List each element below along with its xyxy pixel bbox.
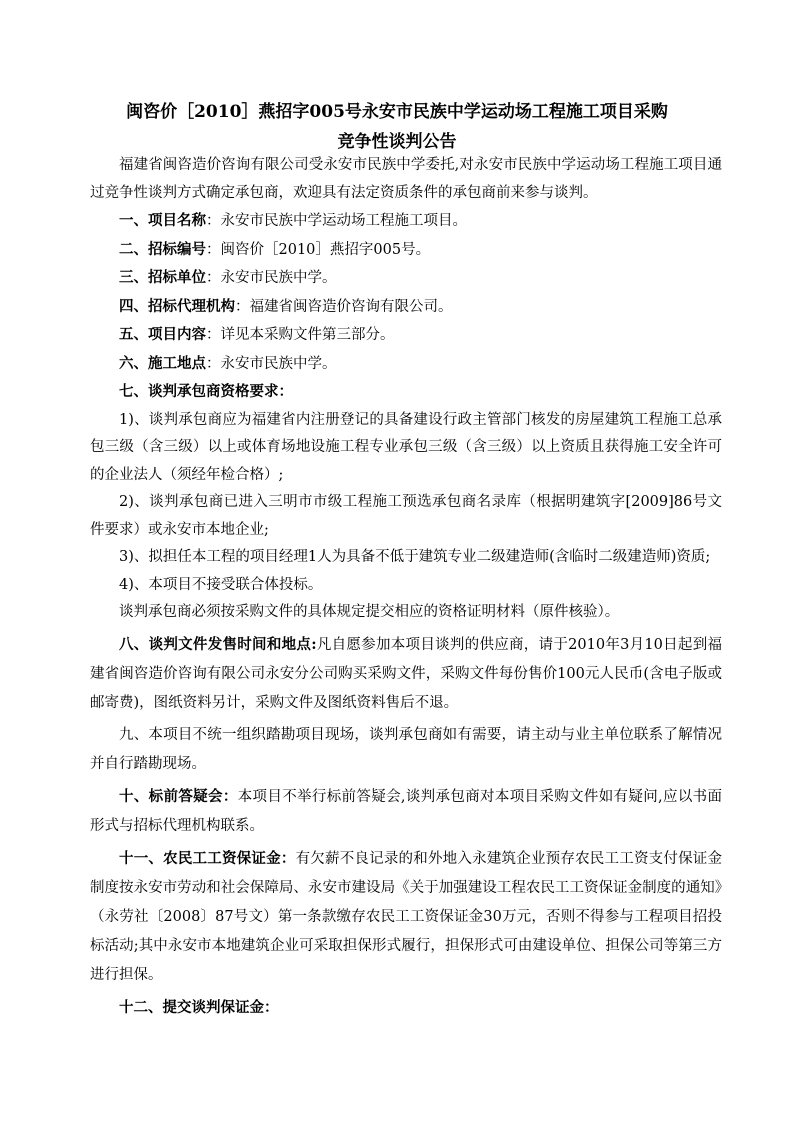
section-heading: 一、项目名称: [119, 212, 206, 229]
section-wage-deposit: 十一、农民工工资保证金：有欠薪不良记录的和外地入永建筑企业预存农民工工资支付保证金制度按永安市劳动和社会保障局、永安市建设局《关于加强建设工程农民工工资保证金制度的通知》（永劳社〔2008〕87号文）第一条款缴存农民工工资保证金30万元，否则不得参与工程项目招投标活动;其中永安市本地建筑企业可采取担保形式履行，担保形式可由建设单位、担保公司等第三方进行担保。: [90, 849, 723, 983]
section-text: 永安市民族中学运动场工程施工项目。: [220, 213, 467, 229]
section-text: 本项目不举行标前答疑会,谈判承包商对本项目采购文件如有疑问,应以书面形式与招标代理机构联系。: [90, 788, 723, 834]
document-title-line2: 竞争性谈判公告: [337, 132, 457, 152]
section-heading: 六、施工地点: [119, 354, 206, 372]
section-text: 凡自愿参加本项目谈判的供应商，请于2010年3月10日起到福建省闽咨造价咨询有限公司永安分公司购买采购文件，采购文件每份售价100元人民币(含电子版或邮寄费)，图纸资料另计，采购文件及图纸资料售后不退。: [90, 636, 722, 711]
section-project-name: 一、项目名称：永安市民族中学运动场工程施工项目。: [119, 212, 467, 229]
section-text: 有欠薪不良记录的和外地入永建筑企业预存农民工工资支付保证金制度按永安市劳动和社会保障局、永安市建设局《关于加强建设工程农民工工资保证金制度的通知》（永劳社〔2008〕87号文）第一条款缴存农民工工资保证金30万元，否则不得参与工程项目招投标活动;其中永安市本地建筑企业可采取担保形式履行，担保形式可由建设单位、担保公司等第三方进行担保。: [90, 850, 723, 983]
section-heading: 八、谈判文件发售时间和地点: [119, 635, 312, 653]
section-pre-bid-meeting: 十、标前答疑会：本项目不举行标前答疑会,谈判承包商对本项目采购文件如有疑问,应以书面形式与招标代理机构联系。: [90, 787, 723, 834]
section-sale-time-place: 八、谈判文件发售时间和地点:凡自愿参加本项目谈判的供应商，请于2010年3月10日起到福建省闽咨造价咨询有限公司永安分公司购买采购文件，采购文件每份售价100元人民币(含电子版或邮寄费)，图纸资料另计，采购文件及图纸资料售后不退。: [90, 635, 722, 711]
qualification-item-2: 2)、谈判承包商已进入三明市市级工程施工预选承包商名录库（根据明建筑字[2009]86号文件要求）或永安市本地企业;: [90, 494, 722, 538]
qualification-item-3: 3)、拟担任本工程的项目经理1人为具备不低于建筑专业二级建造师(含临时二级建造师)资质;: [119, 549, 711, 565]
section-text: 闽咨价［2010］燕招字005号。: [220, 241, 431, 258]
section-tender-number: 二、招标编号：闽咨价［2010］燕招字005号。: [119, 240, 431, 258]
section-text: 福建省闽咨造价咨询有限公司。: [249, 298, 453, 315]
section-tender-unit: 三、招标单位：永安市民族中学。: [119, 269, 337, 286]
section-heading: 七、谈判承包商资格要求：: [119, 383, 293, 400]
document-body: [90, 152, 722, 1023]
section-site-visit: 九、本项目不统一组织踏勘项目现场，谈判承包商如有需要，请主动与业主单位联系了解情况并自行踏勘现场。: [90, 726, 722, 772]
section-project-content: 五、项目内容：详见本采购文件第三部分。: [119, 326, 395, 343]
section-heading: 十一、农民工工资保证金: [119, 849, 281, 867]
qualification-item-1: 1)、谈判承包商应为福建省内注册登记的具备建设行政主管部门核发的房屋建筑工程施工总承包三级（含三级）以上或体育场地设施工程专业承包三级（含三级）以上资质且获得施工安全许可的企业法人（须经年检合格）;: [90, 411, 722, 483]
section-text: 详见本采购文件第三部分。: [220, 327, 395, 343]
section-text: 永安市民族中学。: [220, 270, 337, 286]
section-heading: 三、招标单位: [119, 269, 206, 286]
qualification-item-4: 4)、本项目不接受联合体投标。: [119, 576, 323, 593]
section-heading: 五、项目内容: [119, 326, 206, 343]
section-heading: 十、标前答疑会: [119, 787, 223, 805]
section-qualification: [90, 378, 722, 407]
section-bid-deposit: [90, 993, 722, 1023]
section-heading: 十二、提交谈判保证金：: [119, 998, 279, 1016]
qualification-note: 谈判承包商必须按采购文件的具体规定提交相应的资格证明材料（原件核验）。: [119, 604, 620, 620]
section-text: 永安市民族中学。: [220, 355, 337, 372]
document-title-line1: 闽咨价［2010］燕招字005号永安市民族中学运动场工程施工项目采购: [126, 102, 668, 122]
section-agency: 四、招标代理机构：福建省闽咨造价咨询有限公司。: [119, 297, 453, 315]
section-location: 六、施工地点：永安市民族中学。: [119, 354, 337, 372]
section-heading: 四、招标代理机构: [119, 297, 235, 315]
section-heading: 二、招标编号: [119, 240, 206, 258]
intro-paragraph: 福建省闽咨造价咨询有限公司受永安市民族中学委托,对永安市民族中学运动场工程施工项目通过竞争性谈判方式确定承包商，欢迎具有法定资质条件的承包商前来参与谈判。: [90, 157, 722, 201]
